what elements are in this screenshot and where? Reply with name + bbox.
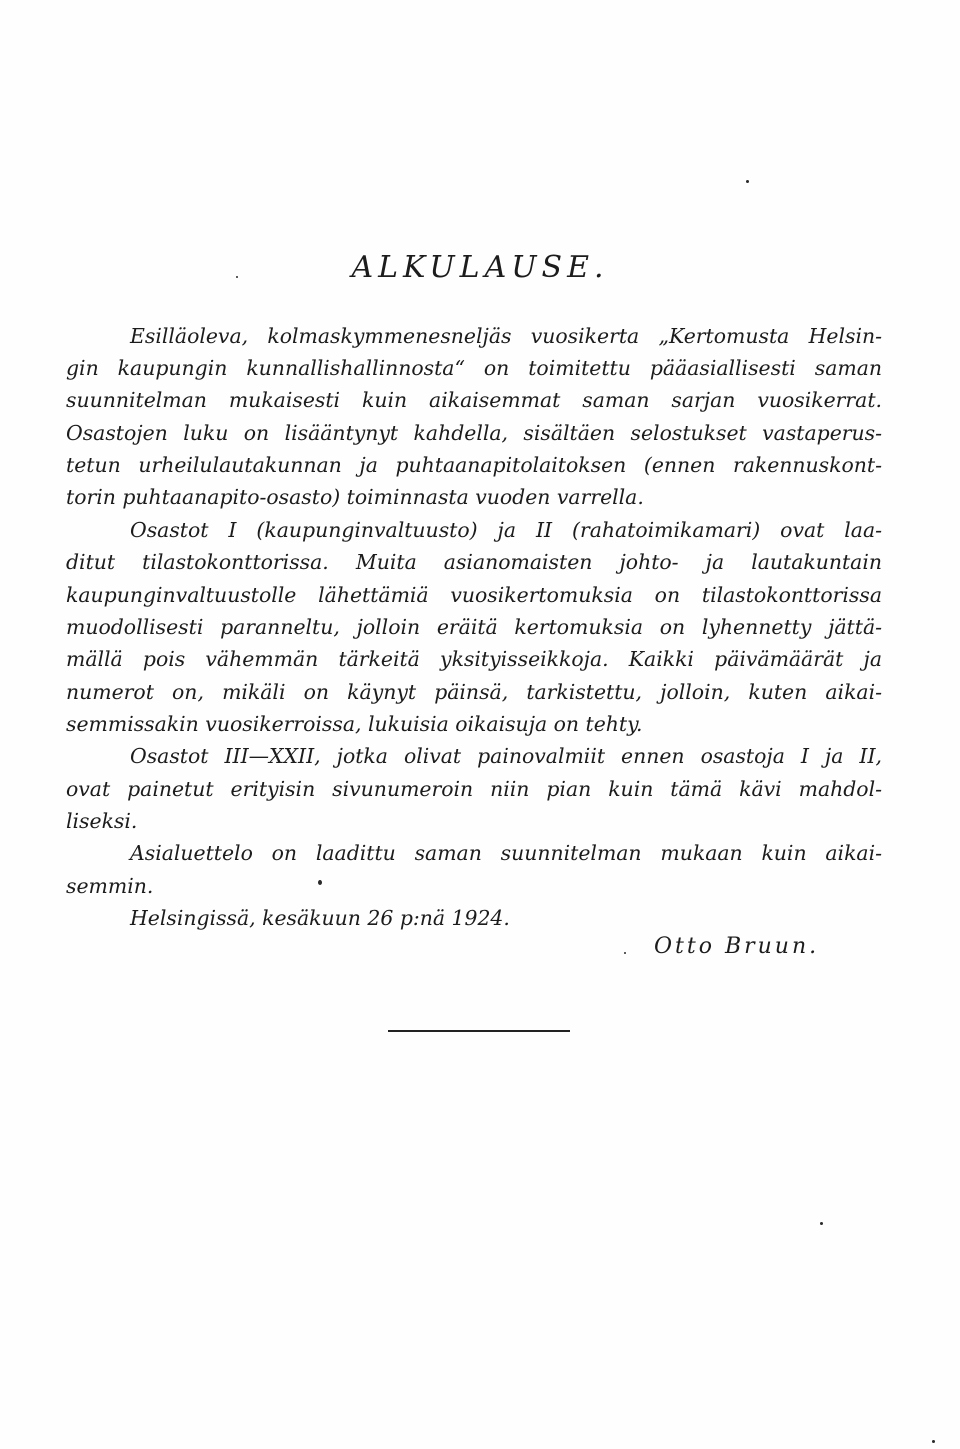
text-line: gin kaupungin kunnallishallinnosta“ on toimitettu pääasiallisesti saman	[66, 356, 882, 380]
closing-rule	[388, 1030, 570, 1032]
text-line: tetun urheilulautakunnan ja puhtaanapitolaitoksen (ennen rakennuskont-	[66, 453, 882, 477]
page-title: ALKULAUSE.	[351, 250, 609, 285]
text-line: Osastot III—XXII, jotka olivat painovalmiit ennen osastoja I ja II,	[130, 744, 882, 768]
print-speck	[932, 1440, 935, 1443]
text-line: semmissakin vuosikerroissa, lukuisia oikaisuja on tehty.	[66, 712, 643, 736]
text-line: Osastojen luku on lisääntynyt kahdella, sisältäen selostukset vastaperus-	[66, 421, 882, 445]
print-speck	[746, 180, 749, 183]
text-line: mällä pois vähemmän tärkeitä yksityisseikkoja. Kaikki päivämäärät ja	[66, 647, 882, 671]
text-line: suunnitelman mukaisesti kuin aikaisemmat saman sarjan vuosikerrat.	[66, 388, 882, 412]
text-line: ditut tilastokonttorissa. Muita asianomaisten johto- ja lautakuntain	[66, 550, 882, 574]
text-line: muodollisesti paranneltu, jolloin eräitä kertomuksia on lyhennetty jättä-	[66, 615, 882, 639]
text-line: kaupunginvaltuustolle lähettämiä vuosikertomuksia on tilastokonttorissa	[66, 583, 882, 607]
text-line: semmin.	[66, 874, 154, 898]
print-speck	[236, 276, 238, 278]
text-line: ovat painetut erityisin sivunumeroin niin pian kuin tämä kävi mahdol-	[66, 777, 882, 801]
text-line: torin puhtaanapito-osasto) toiminnasta vuoden varrella.	[66, 485, 644, 509]
text-line: liseksi.	[66, 809, 138, 833]
text-line: Esilläoleva, kolmaskymmenesneljäs vuosikerta „Kertomusta Helsin-	[130, 324, 882, 348]
print-speck	[820, 1222, 823, 1225]
text-line: Asialuettelo on laadittu saman suunnitelman mukaan kuin aikai-	[130, 841, 882, 865]
text-line: numerot on, mikäli on käynyt päinsä, tarkistettu, jolloin, kuten aikai-	[66, 680, 882, 704]
date-line: Helsingissä, kesäkuun 26 p:nä 1924.	[130, 906, 510, 930]
print-speck	[624, 952, 626, 954]
print-speck	[318, 880, 322, 885]
signature: Otto Bruun.	[654, 934, 820, 959]
text-line: Osastot I (kaupunginvaltuusto) ja II (rahatoimikamari) ovat laa-	[130, 518, 882, 542]
